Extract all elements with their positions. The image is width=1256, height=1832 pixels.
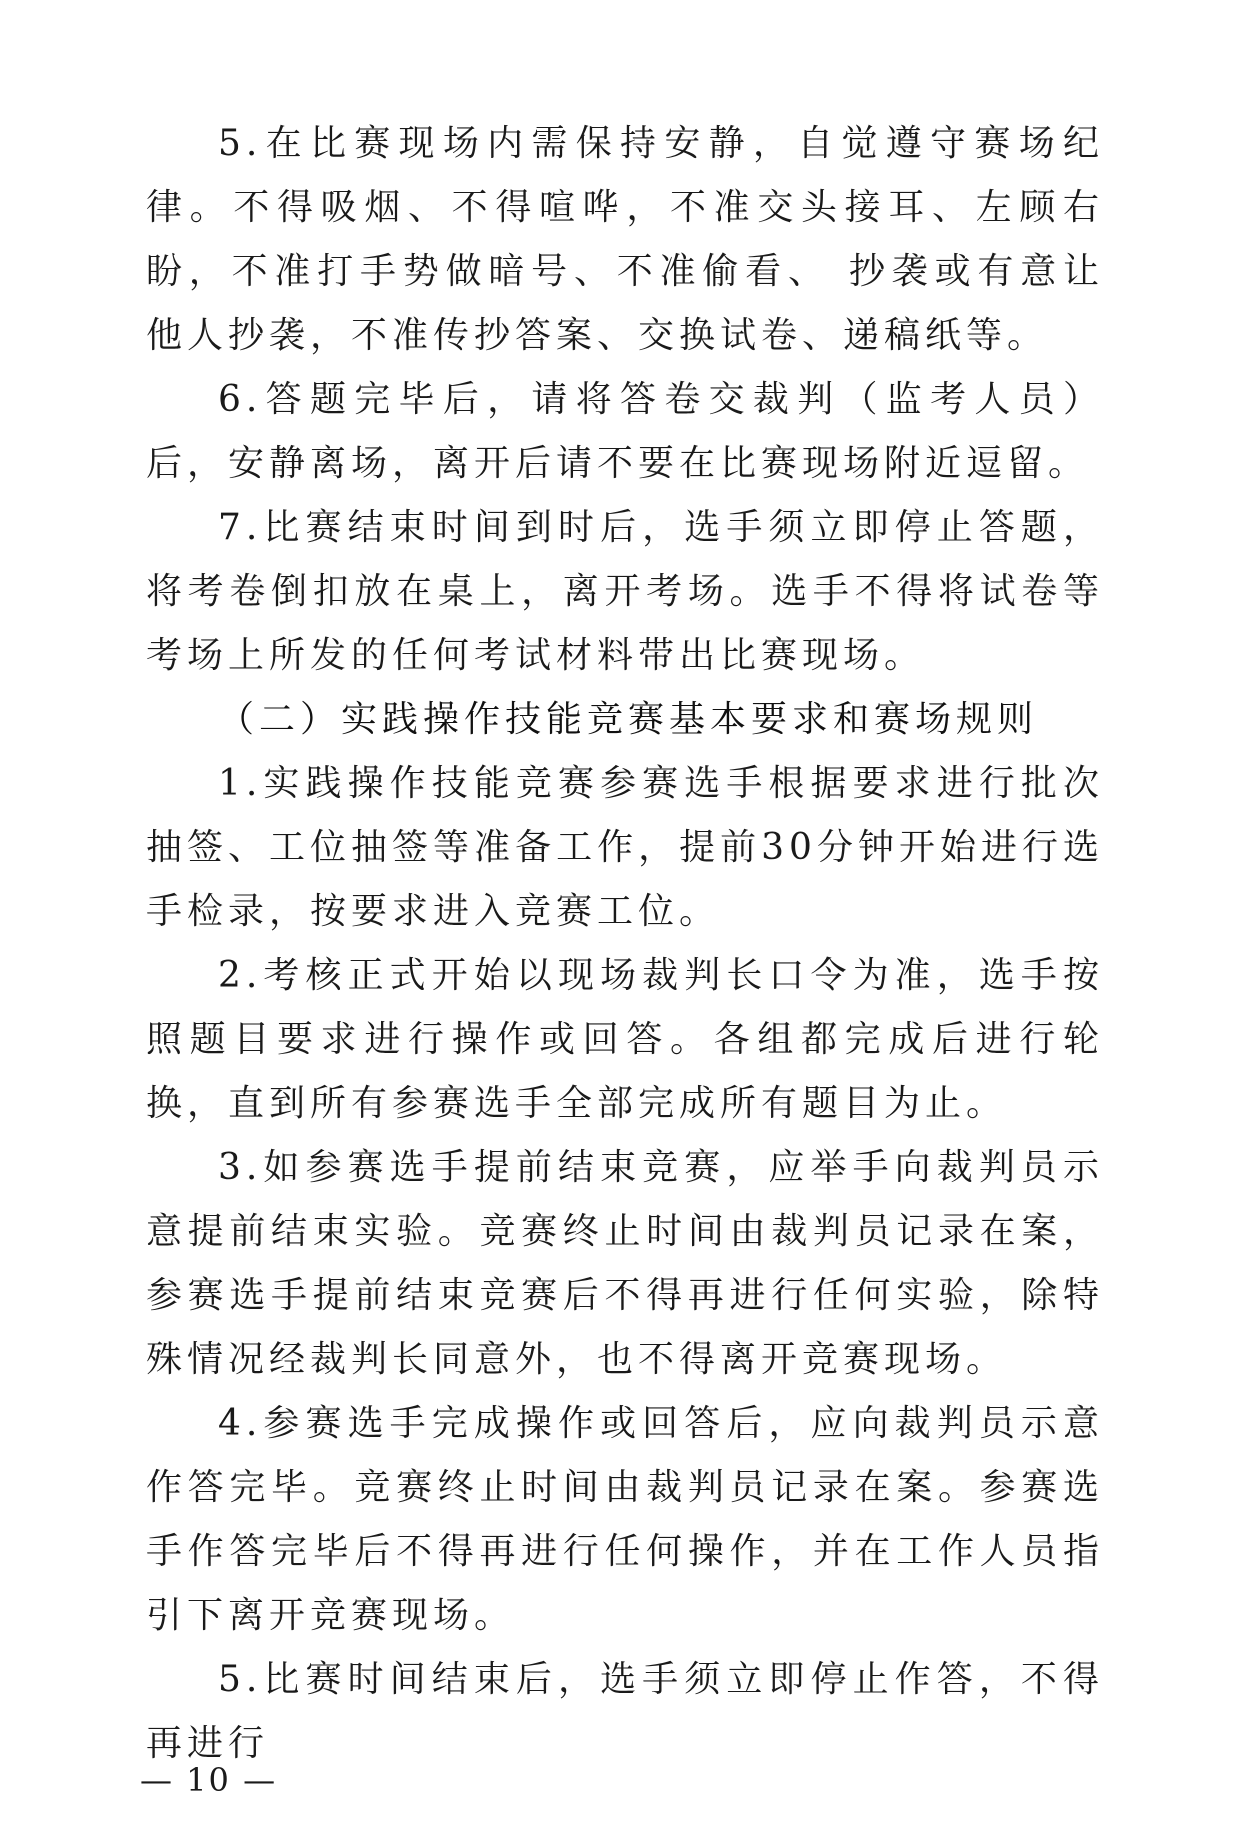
page-number: — 10 — bbox=[140, 1761, 278, 1799]
document-body bbox=[146, 112, 1104, 1776]
paragraph-practical-2-start: 2.考核正式开始以现场裁判长口令为准，选手按照题目要求进行操作或回答。各组都完成后进行轮换，直到所有参赛选手全部完成所有题目为止。 bbox=[146, 955, 1104, 1124]
paragraph-rule-6-submission: 6.答题完毕后，请将答卷交裁判（监考人员）后，安静离场，离开后请不要在比赛现场附近逗留。 bbox=[146, 379, 1104, 484]
paragraph-rule-7-end-time: 7.比赛结束时间到时后，选手须立即停止答题，将考卷倒扣放在桌上，离开考场。选手不得将试卷等考场上所发的任何考试材料带出比赛现场。 bbox=[146, 507, 1104, 676]
paragraph-practical-4-completion: 4.参赛选手完成操作或回答后，应向裁判员示意作答完毕。竞赛终止时间由裁判员记录在案。参赛选手作答完毕后不得再进行任何操作，并在工作人员指引下离开竞赛现场。 bbox=[146, 1403, 1104, 1636]
paragraph-rule-5-conduct: 5.在比赛现场内需保持安静，自觉遵守赛场纪律。不得吸烟、不得喧哗，不准交头接耳、左顾右盼，不准打手势做暗号、不准偷看、 抄袭或有意让他人抄袭，不准传抄答案、交换试卷、递稿纸等。 bbox=[146, 123, 1104, 356]
paragraph-practical-3-early-finish: 3.如参赛选手提前结束竞赛，应举手向裁判员示意提前结束实验。竞赛终止时间由裁判员记录在案，参赛选手提前结束竞赛后不得再进行任何实验，除特殊情况经裁判长同意外，也不得离开竞赛现场。 bbox=[146, 1147, 1104, 1380]
paragraph-practical-5-time-up: 5.比赛时间结束后，选手须立即停止作答，不得再进行 bbox=[146, 1659, 1104, 1764]
section-heading: （二）实践操作技能竞赛基本要求和赛场规则 bbox=[218, 699, 1039, 740]
paragraph-practical-1-lottery: 1.实践操作技能竞赛参赛选手根据要求进行批次抽签、工位抽签等准备工作，提前30分钟开始进行选手检录，按要求进入竞赛工位。 bbox=[146, 763, 1104, 932]
